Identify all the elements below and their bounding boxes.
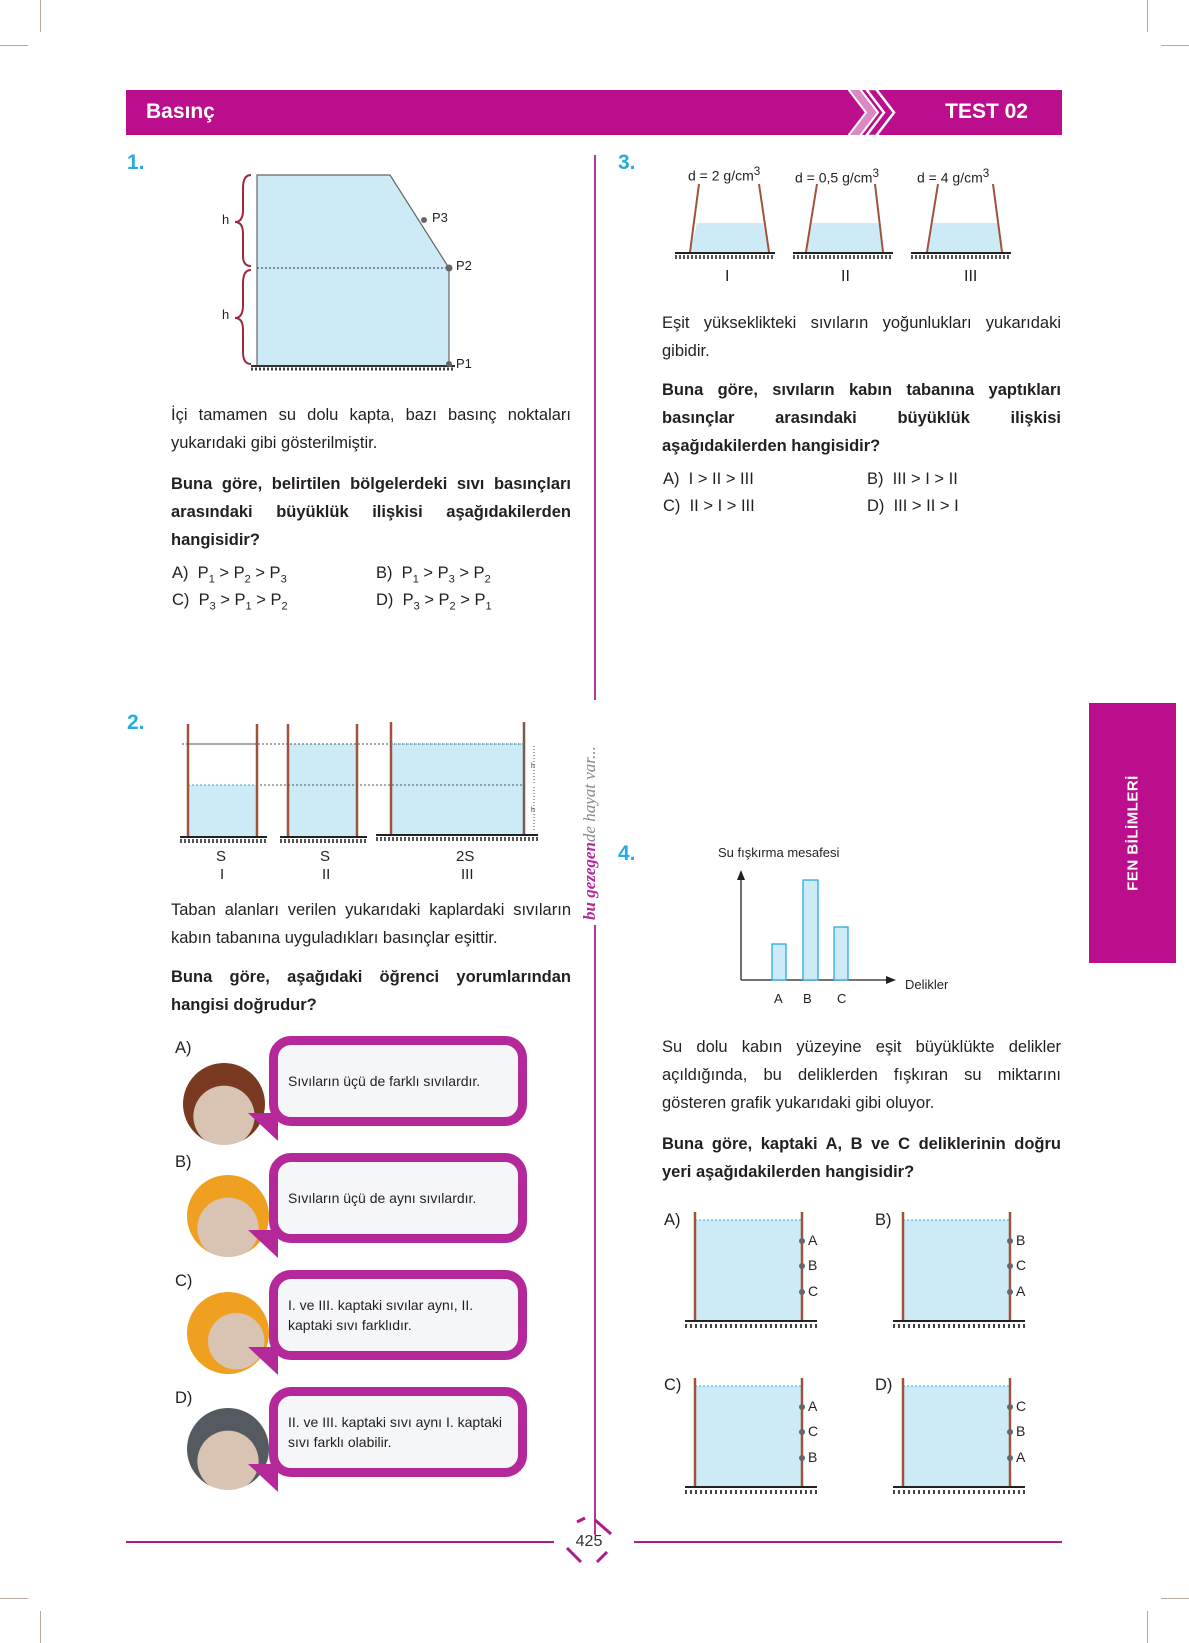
question-number: 3. [618, 151, 636, 174]
q3-option-c[interactable]: C) II > I > III [663, 497, 755, 515]
point-label-p3: P3 [432, 210, 448, 225]
container-roman-label: III [461, 866, 474, 883]
hole-label: B [808, 1257, 818, 1273]
graph-y-axis-label: Su fışkırma mesafesi [718, 845, 840, 860]
column-divider [594, 155, 596, 700]
q1-option-d[interactable]: D) $P_3 > P_2 > P_1$ [376, 591, 492, 613]
point-label-p2: P2 [456, 258, 472, 273]
hole-label: A [808, 1232, 818, 1248]
container-roman-label: II [322, 866, 331, 883]
watermark-slogan [577, 720, 601, 920]
crop-mark [40, 0, 41, 32]
q4-option-c-container[interactable] [685, 1376, 820, 1501]
crop-mark [1147, 1611, 1148, 1643]
q3-option-d[interactable]: D) III > II > I [867, 497, 959, 515]
hole-label: A [1016, 1283, 1026, 1299]
q3-containers-figure [675, 180, 1015, 260]
q4-option-b-container[interactable] [893, 1210, 1028, 1335]
q4-text: Su dolu kabın yüzeyine eşit büyüklükte delikler açıldığında, bu deliklerden fışkıran su miktarını gösteren grafik yukarıdaki gibi oluyor. [662, 1038, 1061, 1112]
q4-option-a-label[interactable]: A) [664, 1211, 681, 1229]
q2-option-b-label[interactable]: B) [175, 1153, 192, 1171]
q4-option-d-label[interactable]: D) [875, 1376, 893, 1394]
container-roman-label: I [725, 268, 730, 285]
container-area-label: S [216, 848, 227, 865]
height-label: h [222, 212, 230, 227]
q4-option-c-label[interactable]: C) [664, 1376, 682, 1394]
density-label: d = 0,5 $g/cm^3$ [795, 167, 879, 186]
q1-option-b[interactable]: B) $P_1 > P_3 > P_2$ [376, 564, 491, 586]
q4-option-d-container[interactable] [893, 1376, 1028, 1501]
q1-option-c[interactable]: C) $P_3 > P_1 > P_2$ [172, 591, 288, 613]
q4-bar-graph [730, 868, 900, 988]
q1-option-a[interactable]: A) $P_1 > P_2 > P_3$ [172, 564, 287, 586]
svg-text:bu gezegende hayat var...: bu gezegende hayat var... [580, 746, 599, 920]
graph-category-c: C [837, 991, 847, 1006]
q2-option-c-bubble[interactable]: I. ve III. kaptaki sıvılar aynı, II. kaptaki sıvı farklıdır. [269, 1270, 527, 1360]
q1-question: Buna göre, belirtilen bölgelerdeki sıvı basınçları arasındaki büyüklük ilişkisi aşağıdakilerden hangisidir? [171, 475, 571, 549]
question-number: 2. [127, 711, 145, 734]
subject-label: FEN BİLİMLERİ [1124, 775, 1141, 891]
q3-question: Buna göre, sıvıların kabın tabanına yaptıkları basınçlar arasındaki büyüklük ilişkisi aşağıdakilerden hangisidir? [662, 381, 1061, 455]
q2-question: Buna göre, aşağıdaki öğrenci yorumlarından hangisi doğrudur? [171, 968, 571, 1014]
q4-option-a-container[interactable] [685, 1210, 820, 1335]
column-divider [594, 925, 596, 1535]
q4-question: Buna göre, kaptaki A, B ve C deliklerinin doğru yeri aşağıdakilerden hangisidir? [662, 1135, 1061, 1181]
container-area-label: S [320, 848, 331, 865]
crop-mark [1161, 1598, 1189, 1599]
container-roman-label: I [220, 866, 225, 883]
density-label: d = 2 $g/cm^3$ [688, 165, 761, 184]
question-number: 4. [618, 842, 636, 865]
crop-mark [1147, 0, 1148, 32]
graph-category-a: A [774, 991, 783, 1006]
footer-line [126, 1541, 554, 1543]
crop-mark [40, 1611, 41, 1643]
q3-text: Eşit yükseklikteki sıvıların yoğunlukları yukarıdaki gibidir. [662, 314, 1061, 360]
test-label: TEST 02 [945, 100, 1028, 123]
hole-label: B [1016, 1232, 1026, 1248]
q3-option-a[interactable]: A) I > II > III [663, 470, 754, 488]
svg-text:h: h [531, 807, 535, 814]
crop-mark [0, 1598, 28, 1599]
subject-side-tab [1089, 703, 1176, 963]
q2-option-d-label[interactable]: D) [175, 1389, 193, 1407]
height-label: h [222, 307, 230, 322]
q2-option-a-bubble[interactable]: Sıvıların üçü de farklı sıvılardır. [269, 1036, 527, 1126]
hole-label: C [808, 1423, 819, 1439]
point-label-p1: P1 [456, 356, 472, 371]
q1-container-figure [215, 168, 475, 378]
footer-line [634, 1541, 1062, 1543]
hole-label: B [808, 1449, 818, 1465]
hole-label: A [808, 1398, 818, 1414]
header-bar [126, 90, 1062, 135]
container-roman-label: III [964, 268, 978, 285]
q1-text: İçi tamamen su dolu kapta, bazı basınç noktaları yukarıdaki gibi gösterilmiştir. [171, 406, 571, 452]
graph-x-axis-label: Delikler [905, 977, 949, 992]
q2-containers-figure [180, 720, 545, 845]
q4-option-b-label[interactable]: B) [875, 1211, 892, 1229]
q2-text: Taban alanları verilen yukarıdaki kaplardaki sıvıların kabın tabanına uyguladıkları basınçlar eşittir. [171, 901, 571, 947]
hole-label: C [808, 1283, 819, 1299]
page-number: 425 [575, 1533, 603, 1550]
q3-option-b[interactable]: B) III > I > II [867, 470, 958, 488]
hole-label: C [1016, 1257, 1027, 1273]
hole-label: B [1016, 1423, 1026, 1439]
container-roman-label: II [841, 268, 850, 285]
chevron-arrows-icon [848, 89, 918, 136]
q2-option-c-label[interactable]: C) [175, 1272, 193, 1290]
container-area-label: 2S [456, 848, 475, 865]
svg-text:h: h [531, 763, 535, 770]
crop-mark [0, 45, 28, 46]
q2-option-a-label[interactable]: A) [175, 1039, 192, 1057]
q2-option-d-bubble[interactable]: II. ve III. kaptaki sıvı aynı I. kaptaki sıvı farklı olabilir. [269, 1387, 527, 1477]
hole-label: A [1016, 1449, 1026, 1465]
page-title: Basınç [146, 100, 215, 123]
q2-option-b-bubble[interactable]: Sıvıların üçü de aynı sıvılardır. [269, 1153, 527, 1243]
question-number: 1. [127, 151, 145, 174]
graph-category-b: B [803, 991, 812, 1006]
density-label: d = 4 $g/cm^3$ [917, 167, 990, 186]
crop-mark [1161, 45, 1189, 46]
hole-label: C [1016, 1398, 1027, 1414]
